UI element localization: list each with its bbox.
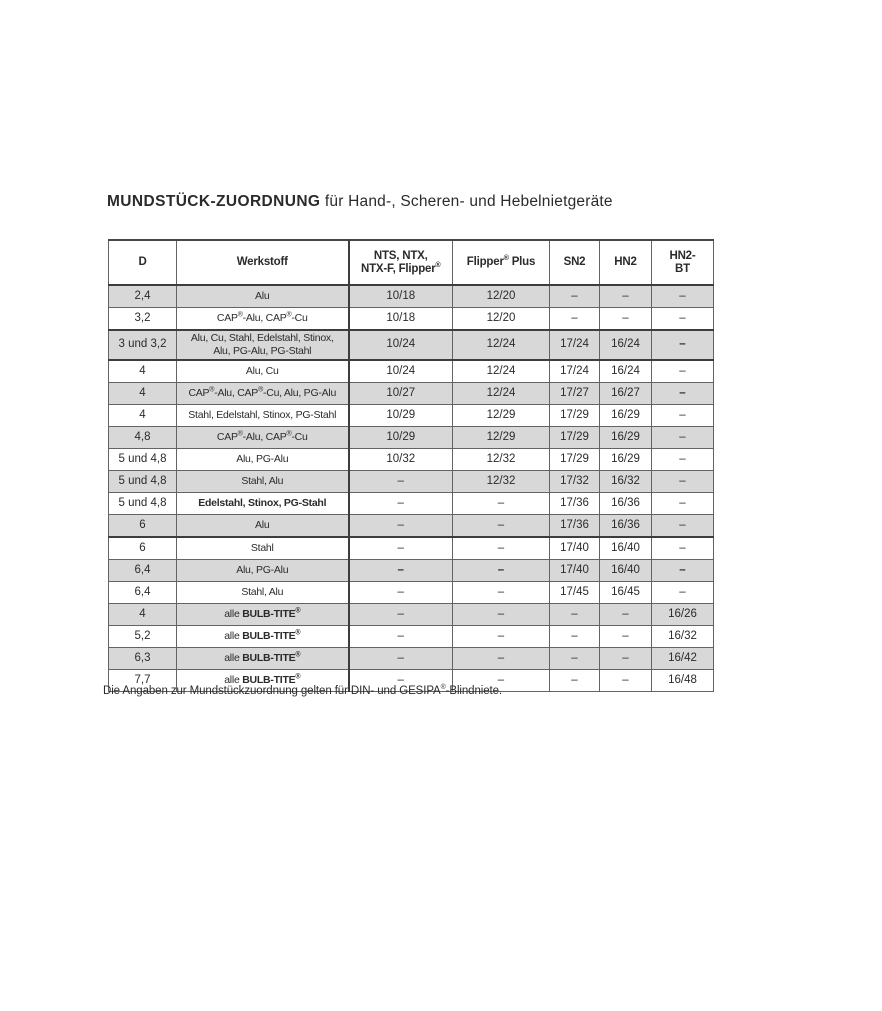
table-row: [109, 405, 714, 427]
registered-trademark-symbol: ®: [295, 651, 301, 659]
cell-value: 17/29: [550, 427, 600, 449]
cell-value: –: [652, 308, 714, 331]
werkstoff-text: CAP®-Alu, CAP®-Cu: [216, 430, 308, 443]
table-header-row: [109, 240, 714, 285]
registered-trademark-symbol: ®: [435, 261, 441, 269]
cell-diameter: 3,2: [109, 308, 177, 331]
cell-value: 10/27: [349, 383, 453, 405]
werkstoff-text: Alu: [255, 290, 270, 302]
cell-value: –: [652, 493, 714, 515]
cell-value: 17/32: [550, 471, 600, 493]
cell-werkstoff: [177, 515, 349, 538]
werkstoff-text: Stahl, Alu: [241, 586, 284, 598]
cell-diameter: 5 und 4,8: [109, 449, 177, 471]
werkstoff-text-bold: BULB-TITE®: [242, 673, 301, 686]
cell-werkstoff: [177, 537, 349, 560]
cell-value: 10/24: [349, 360, 453, 383]
cell-value: 16/26: [652, 604, 714, 626]
cell-werkstoff: [177, 427, 349, 449]
cell-werkstoff: [177, 626, 349, 648]
cell-value: –: [652, 330, 714, 360]
cell-diameter: 4,8: [109, 427, 177, 449]
werkstoff-text: Stahl, Edelstahl, Stinox, PG-Stahl: [188, 409, 337, 421]
registered-trademark-symbol: ®: [286, 430, 292, 438]
cell-value: 17/45: [550, 582, 600, 604]
cell-value: –: [600, 670, 652, 692]
cell-value: 17/36: [550, 515, 600, 538]
cell-value: 16/29: [600, 427, 652, 449]
cell-value: –: [349, 471, 453, 493]
column-header-2: Werkstoff: [177, 240, 349, 285]
cell-value: 10/18: [349, 285, 453, 308]
cell-value: –: [652, 582, 714, 604]
cell-werkstoff: [177, 471, 349, 493]
registered-trademark-symbol: ®: [258, 386, 263, 394]
table-row: [109, 515, 714, 538]
footnote: Die Angaben zur Mundstückzuordnung gelten für DIN- und GESIPA®-Blindniete.: [103, 684, 503, 697]
cell-value: –: [652, 383, 714, 405]
cell-value: 10/29: [349, 405, 453, 427]
cell-value: 12/32: [453, 449, 550, 471]
registered-trademark-symbol: ®: [440, 684, 446, 692]
cell-value: 17/40: [550, 560, 600, 582]
cell-value: 12/24: [453, 383, 550, 405]
table-row: [109, 582, 714, 604]
table-row: [109, 648, 714, 670]
mundstueck-zuordnung-table: [108, 239, 714, 692]
cell-diameter: 2,4: [109, 285, 177, 308]
registered-trademark-symbol: ®: [209, 386, 215, 394]
cell-value: –: [652, 471, 714, 493]
cell-value: 17/36: [550, 493, 600, 515]
table-body: [109, 285, 714, 692]
table-row: [109, 360, 714, 383]
column-header-3: NTS, NTX, NTX-F, Flipper®: [349, 240, 453, 285]
table-header: [109, 240, 714, 285]
cell-value: –: [453, 537, 550, 560]
cell-diameter: 4: [109, 405, 177, 427]
cell-value: –: [349, 560, 453, 582]
cell-value: –: [652, 285, 714, 308]
cell-value: –: [453, 670, 550, 692]
cell-value: –: [550, 308, 600, 331]
cell-value: –: [652, 537, 714, 560]
cell-diameter: 4: [109, 604, 177, 626]
cell-value: –: [349, 537, 453, 560]
cell-value: –: [652, 360, 714, 383]
cell-value: 17/27: [550, 383, 600, 405]
werkstoff-text-bold: BULB-TITE®: [242, 607, 301, 620]
cell-value: 16/32: [600, 471, 652, 493]
cell-value: 16/40: [600, 560, 652, 582]
cell-value: 10/18: [349, 308, 453, 331]
cell-value: 17/29: [550, 449, 600, 471]
werkstoff-text-bold: BULB-TITE®: [242, 651, 301, 664]
cell-value: 16/48: [652, 670, 714, 692]
table-row: [109, 330, 714, 360]
cell-werkstoff: [177, 383, 349, 405]
table-row: [109, 493, 714, 515]
registered-trademark-symbol: ®: [295, 607, 301, 615]
cell-diameter: 3 und 3,2: [109, 330, 177, 360]
cell-diameter: 6,4: [109, 560, 177, 582]
cell-werkstoff: [177, 582, 349, 604]
cell-werkstoff: [177, 560, 349, 582]
cell-value: –: [349, 515, 453, 538]
werkstoff-text: CAP®-Alu, CAP®-Cu: [216, 311, 308, 324]
cell-value: –: [600, 626, 652, 648]
cell-value: 16/32: [652, 626, 714, 648]
cell-value: –: [600, 285, 652, 308]
cell-diameter: 5 und 4,8: [109, 493, 177, 515]
cell-value: 12/20: [453, 308, 550, 331]
werkstoff-text: Alu, PG-Alu: [236, 564, 289, 576]
cell-value: 17/29: [550, 405, 600, 427]
column-header-6: HN2: [600, 240, 652, 285]
cell-werkstoff: [177, 493, 349, 515]
cell-value: 10/29: [349, 427, 453, 449]
werkstoff-text: alle: [224, 674, 243, 686]
cell-werkstoff: [177, 449, 349, 471]
werkstoff-text: Stahl, Alu: [241, 475, 284, 487]
cell-value: 16/29: [600, 405, 652, 427]
werkstoff-text: CAP®-Alu, CAP®-Cu, Alu, PG-Alu: [188, 386, 337, 399]
cell-value: –: [652, 560, 714, 582]
page-title: [107, 193, 613, 211]
cell-werkstoff: [177, 308, 349, 331]
cell-werkstoff: [177, 405, 349, 427]
werkstoff-text: Alu, PG-Alu: [236, 453, 289, 465]
cell-value: 10/24: [349, 330, 453, 360]
werkstoff-text: alle: [224, 630, 243, 642]
cell-value: –: [550, 626, 600, 648]
cell-value: 16/24: [600, 360, 652, 383]
cell-value: –: [453, 626, 550, 648]
werkstoff-text-bold: BULB-TITE®: [242, 629, 301, 642]
werkstoff-text-bold: Edelstahl, Stinox, PG-Stahl: [198, 497, 327, 509]
table-row: [109, 285, 714, 308]
table-row: [109, 383, 714, 405]
cell-value: 12/29: [453, 427, 550, 449]
cell-werkstoff: [177, 360, 349, 383]
registered-trademark-symbol: ®: [503, 255, 509, 263]
cell-value: –: [550, 604, 600, 626]
table-row: [109, 537, 714, 560]
cell-diameter: 4: [109, 383, 177, 405]
table-row: [109, 626, 714, 648]
table-row: [109, 471, 714, 493]
cell-value: –: [349, 493, 453, 515]
cell-value: –: [453, 604, 550, 626]
cell-value: 16/40: [600, 537, 652, 560]
cell-value: –: [349, 582, 453, 604]
cell-diameter: 4: [109, 360, 177, 383]
cell-value: –: [652, 515, 714, 538]
column-header-1: D: [109, 240, 177, 285]
cell-value: –: [349, 648, 453, 670]
column-header-5: SN2: [550, 240, 600, 285]
cell-value: 16/45: [600, 582, 652, 604]
cell-value: –: [550, 648, 600, 670]
cell-diameter: 7,7: [109, 670, 177, 692]
cell-value: –: [349, 670, 453, 692]
cell-value: 16/36: [600, 493, 652, 515]
cell-value: –: [550, 285, 600, 308]
cell-werkstoff: [177, 648, 349, 670]
cell-werkstoff: [177, 285, 349, 308]
cell-value: –: [349, 626, 453, 648]
cell-value: –: [550, 670, 600, 692]
werkstoff-text: alle: [224, 652, 243, 664]
cell-value: –: [652, 449, 714, 471]
cell-diameter: 5 und 4,8: [109, 471, 177, 493]
cell-value: –: [453, 515, 550, 538]
cell-value: –: [600, 604, 652, 626]
registered-trademark-symbol: ®: [237, 430, 243, 438]
cell-value: 16/42: [652, 648, 714, 670]
werkstoff-text: Alu, Cu, Stahl, Edelstahl, Stinox, Alu, PG-Alu, PG-Stahl: [190, 332, 334, 357]
cell-werkstoff: [177, 604, 349, 626]
cell-value: 12/29: [453, 405, 550, 427]
page-title-sub: für Hand-, Scheren- und Hebelnietgeräte: [324, 193, 613, 210]
cell-value: 17/24: [550, 360, 600, 383]
cell-diameter: 6: [109, 515, 177, 538]
werkstoff-text: alle: [224, 608, 243, 620]
cell-value: –: [453, 648, 550, 670]
table-row: [109, 427, 714, 449]
werkstoff-text: Stahl: [250, 542, 274, 554]
cell-value: 12/24: [453, 360, 550, 383]
column-header-4: Flipper® Plus: [453, 240, 550, 285]
page-title-main: MUNDSTÜCK-ZUORDNUNG: [107, 193, 321, 210]
cell-value: 12/24: [453, 330, 550, 360]
cell-value: 17/24: [550, 330, 600, 360]
cell-diameter: 6: [109, 537, 177, 560]
column-header-7: HN2- BT: [652, 240, 714, 285]
cell-value: –: [600, 308, 652, 331]
cell-value: 16/24: [600, 330, 652, 360]
cell-value: –: [453, 582, 550, 604]
cell-werkstoff: [177, 330, 349, 360]
registered-trademark-symbol: ®: [295, 673, 301, 681]
registered-trademark-symbol: ®: [237, 311, 243, 319]
cell-value: –: [349, 604, 453, 626]
table-row: [109, 560, 714, 582]
werkstoff-text: Alu: [255, 519, 270, 531]
cell-value: 16/29: [600, 449, 652, 471]
cell-value: 12/20: [453, 285, 550, 308]
cell-value: 16/27: [600, 383, 652, 405]
werkstoff-text: Alu, Cu: [245, 365, 279, 377]
cell-value: –: [600, 648, 652, 670]
table-row: [109, 449, 714, 471]
cell-value: 16/36: [600, 515, 652, 538]
table-row: [109, 604, 714, 626]
cell-value: 10/32: [349, 449, 453, 471]
cell-value: 17/40: [550, 537, 600, 560]
cell-diameter: 6,4: [109, 582, 177, 604]
cell-value: –: [652, 405, 714, 427]
cell-value: –: [453, 560, 550, 582]
cell-value: –: [453, 493, 550, 515]
registered-trademark-symbol: ®: [286, 311, 292, 319]
cell-diameter: 5,2: [109, 626, 177, 648]
registered-trademark-symbol: ®: [295, 629, 301, 637]
cell-value: 12/32: [453, 471, 550, 493]
cell-value: –: [652, 427, 714, 449]
table-row: [109, 308, 714, 331]
cell-diameter: 6,3: [109, 648, 177, 670]
